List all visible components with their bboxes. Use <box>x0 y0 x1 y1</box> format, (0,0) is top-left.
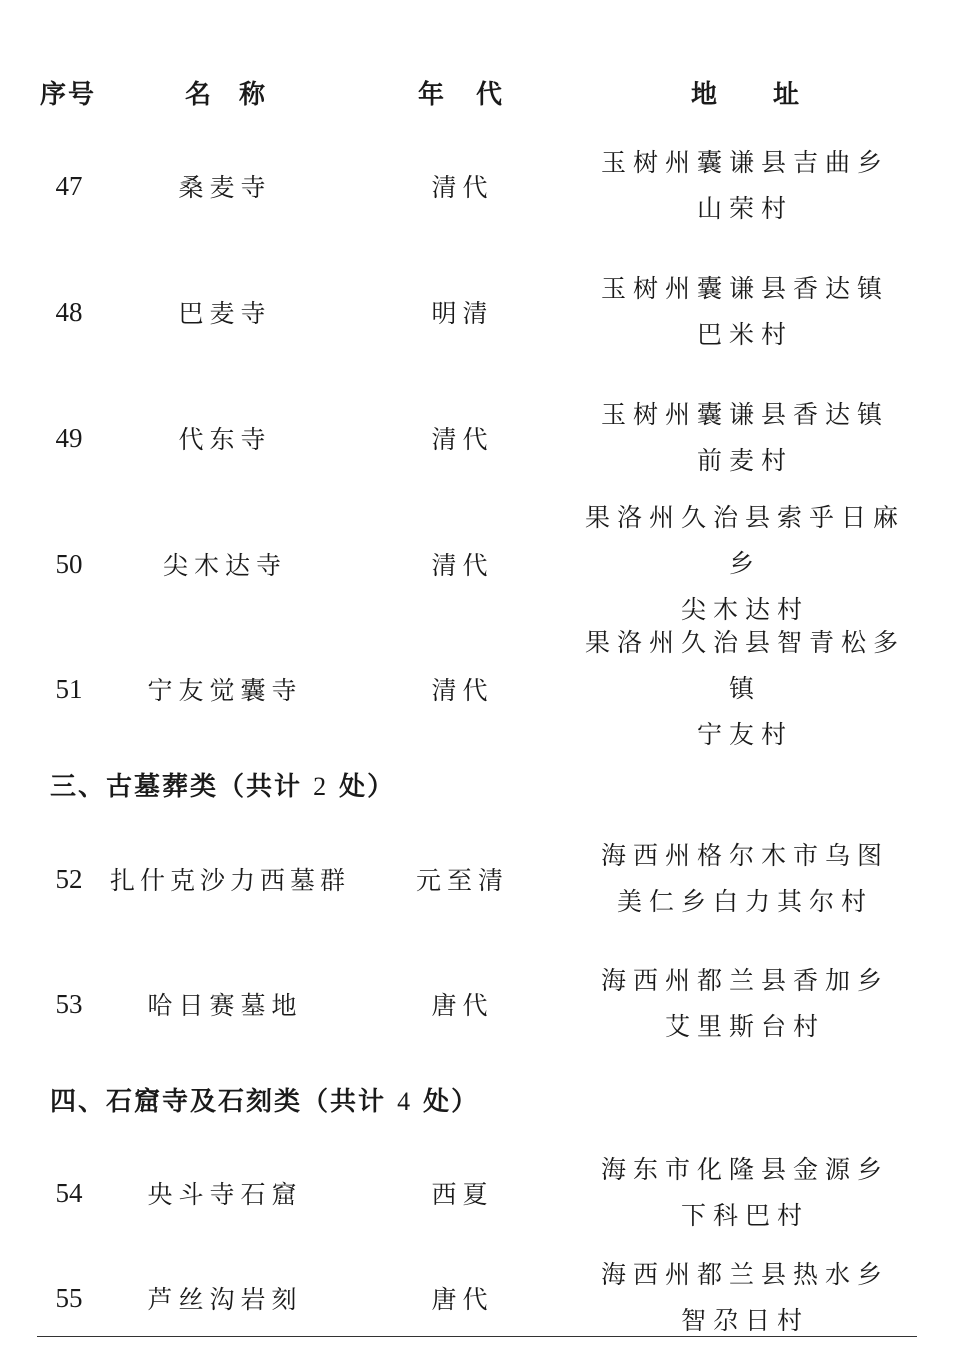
row-name: 尖木达寺 <box>162 551 287 580</box>
row-era: 清代 <box>431 551 494 580</box>
table-row <box>0 390 954 486</box>
row-era: 清代 <box>431 425 494 454</box>
address-line-2: 前麦村 <box>696 446 793 475</box>
table-row <box>0 831 954 927</box>
table-row <box>0 264 954 360</box>
table-row <box>0 628 954 749</box>
address-line-2: 尖木达村 <box>680 595 809 624</box>
header-address: 地址 <box>690 80 855 110</box>
header-name: 名称 <box>184 80 293 110</box>
row-name: 扎什克沙力西墓群 <box>109 866 350 895</box>
address-line-2: 巴米村 <box>696 320 793 349</box>
row-address <box>570 831 920 927</box>
address-line-1: 海西州都兰县热水乡 <box>600 1260 889 1289</box>
header-era: 年代 <box>417 80 534 110</box>
table-row <box>0 1250 954 1346</box>
section-heading-prefix: 三、古墓葬类（共计 <box>50 772 303 802</box>
row-number: 47 <box>55 170 83 201</box>
address-line-1: 玉树州囊谦县香达镇 <box>600 400 889 429</box>
address-line-1: 海西州都兰县香加乡 <box>600 966 889 995</box>
bottom-rule <box>37 1336 917 1337</box>
section-count: 4 <box>397 1087 413 1116</box>
row-number: 54 <box>55 1177 83 1208</box>
row-name: 桑麦寺 <box>178 173 272 202</box>
row-era: 唐代 <box>431 991 494 1020</box>
header-number: 序号 <box>40 80 97 110</box>
row-name: 芦丝沟岩刻 <box>147 1285 303 1314</box>
row-era: 清代 <box>431 173 494 202</box>
address-line-1: 果洛州久治县索乎日麻乡 <box>584 503 905 578</box>
row-number: 53 <box>55 988 83 1019</box>
row-name: 央斗寺石窟 <box>147 1180 303 1209</box>
row-era: 元至清 <box>415 866 509 895</box>
row-number: 50 <box>55 548 83 579</box>
row-era: 西夏 <box>431 1180 494 1209</box>
address-line-2: 艾里斯台村 <box>664 1012 825 1041</box>
row-era: 唐代 <box>431 1285 494 1314</box>
row-name: 巴麦寺 <box>178 299 272 328</box>
row-address <box>570 138 920 234</box>
row-address <box>570 628 920 749</box>
address-line-2: 下科巴村 <box>680 1201 809 1230</box>
section-heading-prefix: 四、石窟寺及石刻类（共计 <box>50 1087 387 1117</box>
address-line-1: 海东市化隆县金源乡 <box>600 1155 889 1184</box>
address-line-2: 智尕日村 <box>680 1306 809 1335</box>
row-address <box>570 264 920 360</box>
address-line-1: 果洛州久治县智青松多镇 <box>584 628 905 703</box>
address-line-1: 玉树州囊谦县香达镇 <box>600 274 889 303</box>
row-address <box>570 956 920 1052</box>
row-number: 49 <box>55 422 83 453</box>
table-row <box>0 138 954 234</box>
row-number: 48 <box>55 296 83 327</box>
address-line-2: 美仁乡白力其尔村 <box>616 887 873 916</box>
address-line-1: 玉树州囊谦县吉曲乡 <box>600 148 889 177</box>
section-count: 2 <box>313 772 329 801</box>
row-address <box>570 1145 920 1241</box>
row-number: 51 <box>55 673 83 704</box>
section-heading-suffix: 处） <box>339 772 396 802</box>
section-heading <box>50 1081 479 1118</box>
row-name: 宁友觉囊寺 <box>147 676 303 705</box>
row-address <box>570 1250 920 1346</box>
address-line-2: 宁友村 <box>696 720 793 749</box>
row-name: 哈日赛墓地 <box>147 991 303 1020</box>
row-address <box>570 390 920 486</box>
table-row <box>0 956 954 1052</box>
row-era: 明清 <box>431 299 494 328</box>
section-heading-suffix: 处） <box>423 1087 480 1117</box>
row-address <box>570 503 920 624</box>
row-name: 代东寺 <box>178 425 272 454</box>
table-row <box>0 503 954 624</box>
section-heading <box>50 766 395 803</box>
address-line-2: 山荣村 <box>696 194 793 223</box>
address-line-1: 海西州格尔木市乌图 <box>600 841 889 870</box>
row-era: 清代 <box>431 676 494 705</box>
row-number: 52 <box>55 863 83 894</box>
row-number: 55 <box>55 1282 83 1313</box>
table-row <box>0 1145 954 1241</box>
